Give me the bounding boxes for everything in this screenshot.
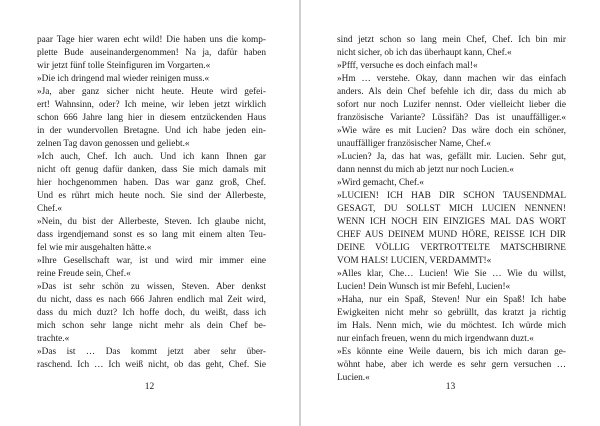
text-line: »Ihre Gesellschaft war, ist und wird mir immer eine: [37, 256, 266, 266]
text-line: »Die ich dringend mal wieder reinigen muss.«: [37, 74, 210, 84]
text-line: WENN ICH NOCH EIN EINZIGES MAL DAS WORT: [337, 217, 566, 227]
text-line: wir jetzt fünf tolle Steinfiguren im Vorgarten.«: [37, 61, 211, 71]
text-line: »Es könnte eine Weile dauern, bis ich mich daran ge-: [337, 347, 566, 357]
text-line: »Das ist … Das kommt jetzt aber sehr über-: [37, 347, 266, 357]
text-line: paar Tage hier waren echt wild! Die haben uns die komp-: [37, 35, 266, 45]
text-line: im Hals. Nenn mich, wie du möchtest. Ich würde mich: [337, 321, 566, 331]
text-line: schon 666 Jahre lang hier in diesem entzückenden Haus: [37, 113, 266, 123]
text-line: anders. Als dein Chef befehle ich dir, dass du mich ab: [337, 87, 566, 97]
text-line: »Haha, nur ein Spaß, Steven! Nur ein Spaß! Ich habe: [337, 295, 566, 305]
text-line: »Wird gemacht, Chef.«: [337, 178, 424, 188]
text-line: dass irgendjemand sonst es so lang mit einem alten Teu-: [37, 230, 266, 240]
text-line: Lucien! Dein Wunsch ist mir Befehl, Lucien!«: [337, 282, 511, 292]
text-line: »Lucien? Ja, das hat was, gefällt mir. Lucien. Sehr gut,: [337, 152, 566, 162]
text-line: »Ja, aber ganz sicher nicht heute. Heute wird gefei-: [37, 87, 266, 97]
text-line: raschend. Ich … Ich weiß nicht, ob das geht, Chef. Sie: [37, 360, 266, 370]
text-line: DEINE VÖLLIG VERTROTTELTE MATSCHBIRNE: [337, 243, 566, 253]
text-line: zelnen Tag davon genossen und geliebt.«: [37, 139, 190, 149]
text-line: »Ich auch, Chef. Ich auch. Und ich kann Ihnen gar: [37, 152, 266, 162]
text-line: trachte.«: [37, 334, 70, 344]
text-line: Und es rührt mich heute noch. Sie sind der Allerbeste,: [37, 191, 266, 201]
text-line: französische Variante? Lüssifäh? Das ist unauffälliger.«: [337, 113, 566, 123]
text-line: »Das ist sehr schön zu wissen, Steven. Aber denkst: [37, 282, 266, 292]
text-line: »Alles klar, Che… Lucien! Wie Sie … Wie du willst,: [337, 269, 566, 279]
text-line: reine Freude sein, Chef.«: [37, 269, 131, 279]
text-line: Chef.«: [37, 204, 63, 214]
text-line: sind jetzt schon so lang mein Chef, Chef. Ich bin mir: [337, 35, 566, 45]
text-line: CHEF AUS DEINEM MUND HÖRE, REISSE ICH DIR: [337, 230, 566, 240]
text-line: sofort nur noch Luzifer nennst. Oder vielleicht lieber die: [337, 100, 566, 110]
right-page-body: [337, 34, 566, 385]
left-page-number: 12: [144, 382, 155, 392]
text-line: GESAGT, DU SOLLST MICH LUCIEN NENNEN!: [337, 204, 566, 214]
text-line: dass du mich duzt? Ich hoffe doch, du weißt, dass ich: [37, 308, 266, 318]
text-line: »Wie wäre es mit Lucien? Das wäre doch ein schöner,: [337, 126, 566, 136]
text-line: »Nein, du bist der Allerbeste, Steven. Ich glaube nicht,: [37, 217, 266, 227]
text-line: VOM HALS! LUCIEN, VERDAMMT!«: [337, 256, 492, 266]
text-line: dann nennst du mich ab jetzt nur noch Lucien.«: [337, 165, 514, 175]
text-line: Ewigkeiten nicht mehr so gebrüllt, das kratzt ja richtig: [337, 308, 566, 318]
text-line: mich schon sehr lange nicht mehr als dein Chef be-: [37, 321, 266, 331]
text-line: »Pfff, versuche es doch einfach mal!«: [337, 61, 478, 71]
right-page-number: 13: [445, 382, 456, 392]
text-line: nicht oft genug dafür danken, dass Sie mich damals mit: [37, 165, 266, 175]
right-page: [301, 0, 600, 426]
text-line: Lucien.«: [337, 373, 370, 383]
left-page: [0, 0, 299, 426]
text-line: »Hm … verstehe. Okay, dann machen wir das einfach: [337, 74, 566, 84]
text-line: du nicht, dass es nach 666 Jahren endlich mal Zeit wird,: [37, 295, 266, 305]
left-page-body: [37, 34, 266, 372]
text-line: nicht sicher, ob ich das überhaupt kann, Chef.«: [337, 48, 512, 58]
text-line: »LUCIEN! ICH HAB DIR SCHON TAUSENDMAL: [337, 191, 566, 201]
text-line: wöhnt habe, aber ich werde es sehr gern versuchen …: [337, 360, 566, 370]
text-line: nur einfach freuen, wenn du mich irgendwann duzt.«: [337, 334, 534, 344]
text-line: fel wie mir ausgehalten hätte.«: [37, 243, 152, 253]
text-line: unauffälliger französischer Name, Chef.«: [337, 139, 491, 149]
text-line: hier hochgenommen haben. Das war ganz groß, Chef.: [37, 178, 266, 188]
text-line: in der wundervollen Bretagne. Und ich habe jeden ein-: [37, 126, 266, 136]
text-line: plette Bude auseinandergenommen! Na ja, dafür haben: [37, 48, 266, 58]
text-line: ert! Wahnsinn, oder? Ich meine, wir leben jetzt wirklich: [37, 100, 266, 110]
